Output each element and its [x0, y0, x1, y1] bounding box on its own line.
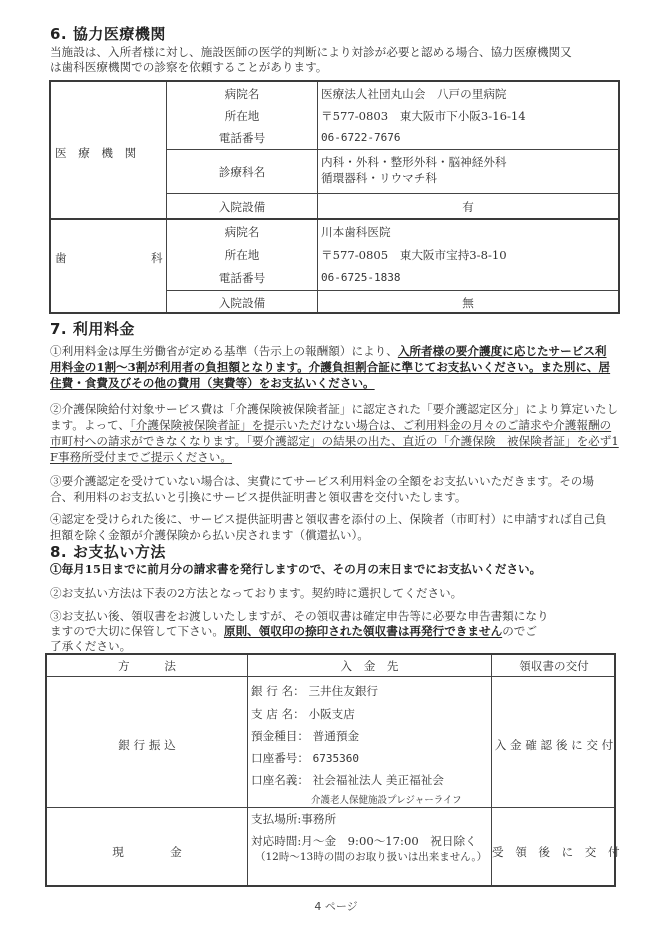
fee-p1-bold-2: 用料金の1割～3割が利用者の負担額となります。介護負担割合証に準じてお支払いください。また別に、居: [50, 360, 611, 374]
account-number-value: 6735360: [312, 752, 360, 765]
table-divider: [47, 807, 614, 808]
branch-name-value: 小阪支店: [308, 707, 355, 721]
dental-category-label-right: 科: [151, 251, 163, 265]
section7-heading: 7. 利用料金: [50, 320, 135, 338]
medical-departments-label: 診療科名: [218, 165, 266, 179]
section8-heading: 8. お支払い方法: [50, 543, 166, 561]
cash-note: （12時～13時の間のお取り扱いは出来ません。）: [255, 851, 488, 863]
dental-inpatient-value: 無: [462, 296, 474, 310]
payment-p3-line2: [50, 624, 537, 638]
account-number-row: [251, 750, 359, 766]
deposit-type-row: [251, 728, 359, 744]
header-receipt: 領収書の交付: [519, 659, 589, 673]
account-number-label: 口座番号：: [251, 751, 309, 765]
fee-p1-plain: ①利用料金は厚生労働省が定める基準（告示上の報酬額）により、: [50, 344, 398, 358]
cash-payment-place: 支払場所:事務所: [251, 812, 337, 826]
bank-name-label: 銀 行 名：: [251, 684, 305, 698]
account-holder-label: 口座名義：: [251, 773, 309, 787]
dental-address-label: 所在地: [224, 248, 260, 262]
table-divider: [51, 218, 618, 220]
cooperating-medical-table: [49, 80, 620, 314]
medical-departments-line1: 内科・外科・整形外科・脳神経外科: [321, 155, 507, 169]
medical-hospital-name: 医療法人社団丸山会 八戸の里病院: [321, 87, 507, 101]
cash-hours: 対応時間:月～金 9:00～17:00 祝日除く: [251, 834, 477, 848]
account-holder-row: [251, 772, 444, 788]
branch-name-row: [251, 706, 355, 722]
section6-intro-line1: 当施設は、入所者様に対し、施設医師の医学的判断により対診が必要と認める場合、協力医療機関又: [50, 45, 572, 59]
table-divider: [166, 290, 618, 291]
payment-p3-line1: ③お支払い後、領収書をお渡しいたしますが、その領収書は確定申告等に必要な申告書類になり: [50, 609, 549, 623]
section6-intro-line2: は歯科医療機関での診察を依頼することがあります。: [50, 60, 328, 74]
fee-p2-underlined-3: F事務所受付までご提示ください。: [50, 450, 232, 464]
fee-p4-line2: 担額を除く金額が介護保険から払い戻されます（償還払い）。: [50, 528, 369, 542]
table-divider: [47, 676, 614, 677]
bank-name-row: [251, 683, 378, 699]
branch-name-label: 支 店 名：: [251, 707, 305, 721]
medical-inpatient-label: 入院設備: [218, 200, 266, 214]
table-divider: [247, 655, 248, 885]
deposit-type-label: 預金種目：: [251, 729, 309, 743]
dental-inpatient-label: 入院設備: [218, 296, 266, 310]
dental-clinic-name: 川本歯科医院: [321, 225, 391, 239]
cash-method: 現 金: [112, 845, 182, 859]
medical-hospital-label: 病院名: [224, 87, 260, 101]
fee-p2-underlined-1: 「介護保険被保険者証」を提示いただけない場合は、ご利用料金の月々のご請求や介護報酬の: [130, 418, 612, 432]
fee-p1-bold-3: 住費・食費及びその他の費用（実費等）をお支払いください。: [50, 376, 375, 390]
fee-p2-line1: ②介護保険給付対象サービス費は「介護保険被保険者証」に認定された「要介護認定区分」により算定いたし: [50, 402, 619, 416]
fee-paragraph-1: [50, 344, 607, 358]
fee-p1-bold-1: 入所者様の要介護度に応じたサービス利: [397, 344, 607, 358]
payment-p3-tail: のでご: [502, 624, 537, 638]
payment-p3-plain: ますので大切に保管して下さい。: [50, 624, 224, 638]
dental-address: 〒577-0805 東大阪市宝持3-8-10: [321, 248, 507, 262]
table-divider: [317, 82, 318, 312]
cash-receipt-timing: 受 領 後 に 交 付: [492, 845, 620, 859]
dental-phone: 06-6725-1838: [321, 271, 401, 284]
deposit-type-value: 普通預金: [312, 729, 360, 743]
payment-p1: ①毎月15日までに前月分の請求書を発行しますので、その月の末日までにお支払いください。: [50, 562, 542, 576]
fee-p2-underlined-2: 市町村への請求ができなくなります。「要介護認定」の結果の出た、直近の「介護保険 被保険者証」を必ず1: [50, 434, 619, 448]
table-divider: [166, 193, 618, 194]
medical-address-label: 所在地: [224, 109, 260, 123]
dental-clinic-label: 病院名: [224, 225, 260, 239]
medical-address: 〒577-0803 東大阪市下小阪3-16-14: [321, 109, 526, 123]
account-holder-value: 社会福祉法人 美正福祉会: [312, 773, 444, 787]
section6-heading: 6. 協力医療機関: [50, 25, 166, 43]
payment-p3-line3: 了承ください。: [50, 639, 132, 653]
fee-p3-line2: 合、利用料のお支払いと引換にサービス提供証明書と領収書を交付いたします。: [50, 490, 467, 504]
payment-p3-bold: 原則、領収印の捺印された領収書は再発行できません: [223, 624, 503, 638]
header-method: 方 法: [118, 659, 176, 673]
medical-category-label: 医 療 機 関: [55, 146, 137, 160]
fee-p2-line2: [50, 418, 611, 432]
header-payee: 入 金 先: [340, 659, 399, 673]
bank-transfer-method: 銀 行 振 込: [118, 738, 176, 752]
fee-p3-line1: ③要介護認定を受けていない場合は、実費にてサービス利用料金の全額をお支払いいただきます。その場: [50, 474, 594, 488]
bank-receipt-timing: 入 金 確 認 後 に 交 付: [494, 738, 614, 752]
page-number: 4 ページ: [314, 900, 358, 913]
fee-p4-line1: ④認定を受けられた後に、サービス提供証明書と領収書を添付の上、保険者（市町村）に申請すれば自己負: [50, 512, 607, 526]
bank-name-value: 三井住友銀行: [308, 684, 379, 698]
medical-phone-label: 電話番号: [218, 131, 266, 145]
payment-p2: ②お支払い方法は下表の2方法となっております。契約時に選択してください。: [50, 586, 463, 600]
medical-inpatient-value: 有: [462, 200, 474, 214]
account-holder-facility: 介護老人保健施設プレジャーライフ: [311, 795, 462, 806]
medical-departments-line2: 循環器科・リウマチ科: [321, 171, 437, 185]
dental-category-label-left: 歯: [55, 251, 67, 265]
payment-methods-table: [45, 653, 620, 887]
fee-p2-plain: ます。よって、: [50, 418, 130, 432]
table-divider: [166, 149, 618, 150]
medical-phone: 06-6722-7676: [321, 131, 401, 144]
dental-phone-label: 電話番号: [218, 271, 266, 285]
